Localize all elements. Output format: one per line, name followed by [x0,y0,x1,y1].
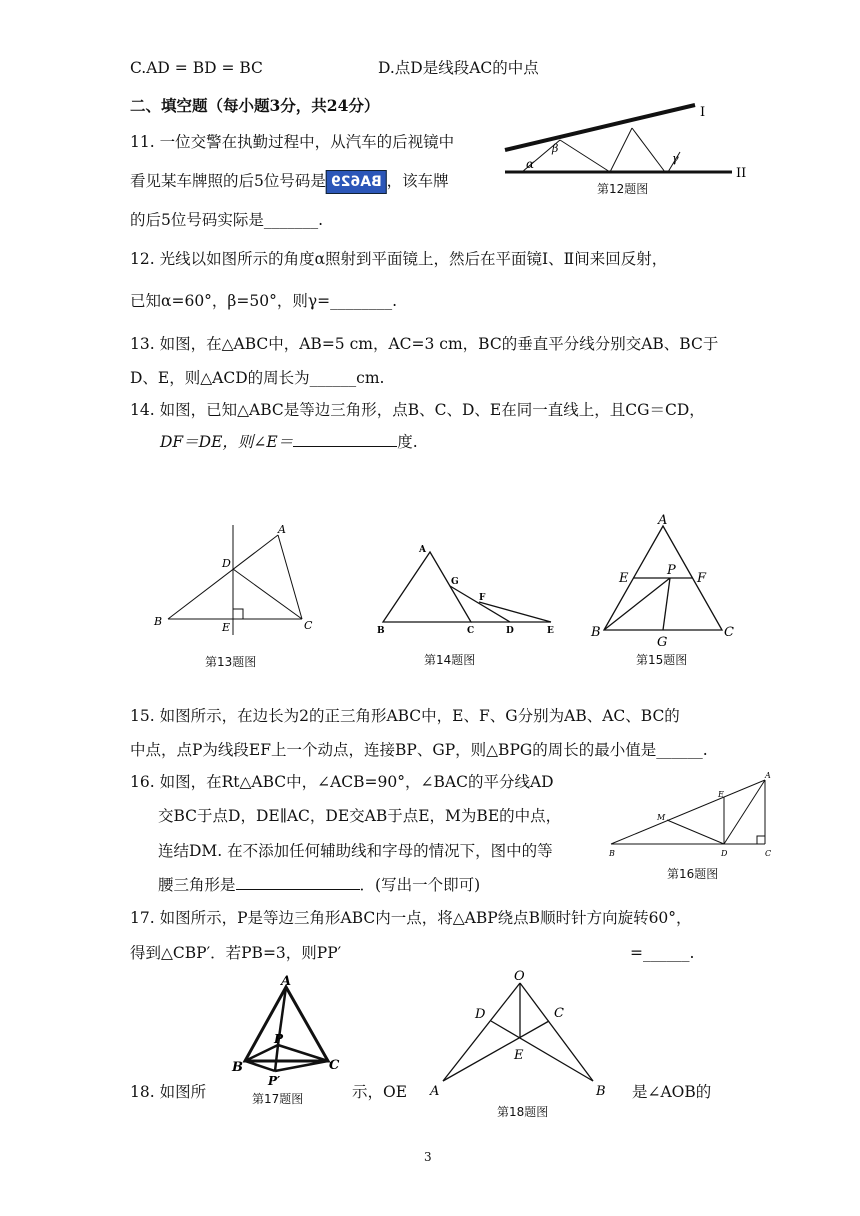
fig14-label-c: C [467,626,475,636]
q16-line4-end: ．(写出一个即可) [359,876,481,894]
q18-part1: 18. 如图所 [130,1083,207,1101]
q15-line1: 15. 如图所示，在边长为2的正三角形ABC中，E、F、G分别为AB、AC、BC的 [130,707,680,725]
fig16-label-e: E [718,790,724,799]
fig16-label-b: B [609,849,615,858]
q14-answer-blank [293,432,397,447]
fig13-label-c: C [304,619,313,632]
fig14-caption: 第14题图 [424,653,476,667]
fig13-label-b: B [154,615,163,628]
fig15-label-b: B [591,625,601,640]
q14-line2 [160,432,418,452]
mirror-1-label: I [700,105,706,120]
q13-line1: 13. 如图，在△ABC中，AB=5 cm，AC=3 cm，BC的垂直平分线分别交AB、BC于 [130,335,719,353]
q16-line4-text: 腰三角形是 [158,876,236,894]
q17-line2: 得到△CBP′．若PB=3，则PP′ [130,944,342,962]
fig14-label-g: G [451,577,459,587]
gamma-label: γ [672,152,679,165]
fig16-caption: 第16题图 [667,867,719,881]
q16-answer-blank [236,875,360,890]
fig18-caption: 第18题图 [497,1105,549,1119]
q13-line2: D、E，则△ACD的周长为______cm. [130,369,385,387]
fig18-label-c: C [554,1006,564,1021]
fig18-label-o: O [514,969,525,984]
q16-line4 [158,875,480,895]
fig15-caption: 第15题图 [636,653,688,667]
alpha-label: α [526,157,535,171]
q11-line2b: ，该车牌 [386,172,449,190]
fig17-diagram [230,974,340,1088]
fig16-diagram [605,770,785,860]
fig15-label-p: P [667,563,676,578]
fig14-label-d: D [506,626,514,636]
q11-line2a: 看见某车牌照的后5位号码是 [130,172,326,190]
fig13-label-d: D [222,557,231,570]
q12-line2: 已知α=60°，β=50°，则γ=________. [130,292,398,310]
fig15-label-a: A [658,513,668,528]
license-plate-image: BA629 [326,170,387,194]
fig18-label-b: B [596,1084,606,1099]
option-c: C.AD = BD = BC [130,59,263,77]
q12-line1: 12. 光线以如图所示的角度α照射到平面镜上，然后在平面镜Ⅰ、Ⅱ间来回反射， [130,250,668,268]
fig16-label-d: D [721,849,728,858]
fig13-label-e: E [222,621,231,634]
fig13-caption: 第13题图 [205,655,257,669]
fig16-label-a: A [765,771,771,780]
fig17-label-p: P [274,1032,284,1046]
q14-line2-text: DF＝DE，则∠E＝ [160,433,294,451]
fig17-label-a: A [281,974,292,989]
fig15-diagram [590,512,740,652]
fig14-label-a: A [419,545,426,555]
q18-part2: 示，OE [352,1083,408,1101]
fig15-label-e: E [619,571,629,586]
q11-line1: 11. 一位交警在执勤过程中，从汽车的后视镜中 [130,133,455,151]
fig14-label-e: E [547,626,554,636]
fig17-caption: 第17题图 [252,1092,304,1106]
option-d: D.点D是线段AC的中点 [378,59,539,77]
section-title: 二、填空题（每小题3分，共24分） [130,96,380,115]
q14-line1: 14. 如图，已知△ABC是等边三角形，点B、C、D、E在同一直线上，且CG＝CD， [130,401,705,419]
q17-line2-end: =______. [630,944,695,962]
fig14-label-b: B [377,626,385,636]
fig18-label-e: E [514,1048,524,1063]
q16-line1: 16. 如图，在Rt△ABC中，∠ACB=90°，∠BAC的平分线AD [130,773,554,791]
q16-line3: 连结DM. 在不添加任何辅助线和字母的情况下，图中的等 [158,842,553,860]
fig14-label-f: F [479,593,486,603]
fig13-diagram [150,525,320,645]
fig15-label-f: F [697,571,707,586]
page-number: 3 [424,1150,432,1164]
q16-line2: 交BC于点D，DE∥AC，DE交AB于点E，M为BE的中点， [158,807,562,825]
fig17-label-p-prime: P′ [268,1074,281,1088]
fig16-label-m: M [657,813,666,822]
fig14-diagram [375,540,565,640]
fig13-label-a: A [278,523,286,536]
fig17-label-c: C [329,1058,340,1073]
fig17-label-b: B [232,1060,243,1075]
mirror-2-label: II [736,166,747,181]
fig12-caption: 第12题图 [597,182,649,196]
fig18-label-a: A [430,1084,440,1099]
q18-part3: 是∠AOB的 [632,1083,712,1101]
beta-label: β [552,142,559,155]
q15-line2: 中点，点P为线段EF上一个动点，连接BP、GP，则△BPG的周长的最小值是______. [130,741,708,759]
q17-line1: 17. 如图所示，P是等边三角形ABC内一点，将△ABP绕点B顺时针方向旋转60°， [130,909,692,927]
fig16-label-c: C [765,849,772,858]
fig15-label-c: C [724,625,734,640]
fig12-mirror-diagram [500,100,750,190]
q14-line2-end: 度. [397,433,418,451]
q11-line3: 的后5位号码实际是_______. [130,211,324,229]
fig18-diagram [425,965,615,1099]
fig18-label-d: D [475,1007,486,1022]
q11-line2 [130,170,449,194]
fig15-label-g: G [657,635,668,650]
